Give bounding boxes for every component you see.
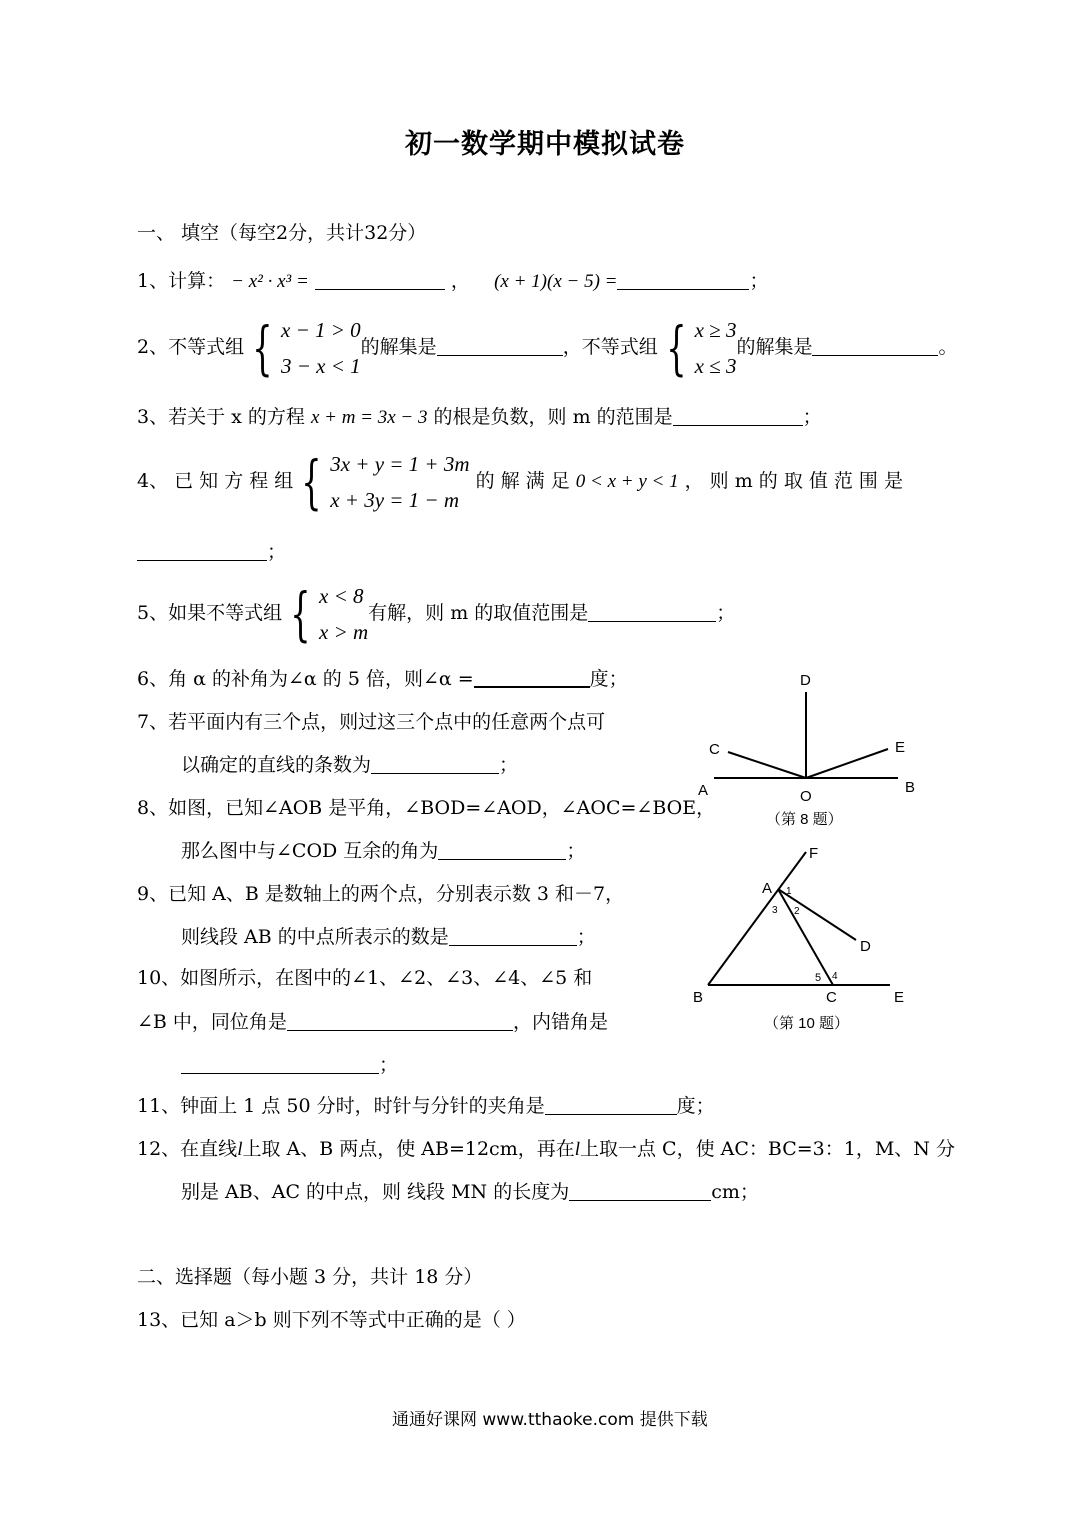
- q12-line-l-2: l: [574, 1139, 580, 1160]
- fig10-label-3: 3: [772, 905, 778, 916]
- footer-credit: 通通好课网 www.tthaoke.com 提供下载: [392, 1410, 708, 1430]
- fig10-line-ac: [778, 889, 833, 985]
- q12-end: cm；: [711, 1181, 759, 1203]
- q12-line-l-1: l: [237, 1139, 243, 1160]
- fig10-label-c: C: [826, 989, 837, 1006]
- question-10-line-3: [181, 1053, 398, 1077]
- fig10-label-5: 5: [815, 972, 822, 984]
- q8-line2: 那么图中与∠COD 互余的角为: [181, 840, 439, 862]
- q5-system-row-1: x < 8: [319, 584, 364, 608]
- q4-system-row-2: x + 3y = 1 − m: [330, 488, 460, 512]
- question-9-line-1: 9、已知 A、B 是数轴上的两个点，分别表示数 3 和－7，: [137, 883, 625, 905]
- q1-answer-blank-2[interactable]: [617, 271, 749, 290]
- fig8-label-d: D: [800, 672, 811, 689]
- q3-prefix: 3、若关于 x 的方程: [137, 406, 305, 428]
- q12-line2: 别是 AB、AC 的中点，则 线段 MN 的长度为: [181, 1181, 570, 1203]
- fig8-label-b: B: [905, 779, 916, 796]
- q5-system: [319, 578, 368, 650]
- q4-mid: 的 解 满 足: [475, 470, 570, 492]
- q5-answer-blank[interactable]: [588, 603, 716, 622]
- q6-end: 度；: [589, 668, 628, 690]
- page-title: 初一数学期中模拟试卷: [405, 129, 685, 160]
- q12-answer-blank[interactable]: [569, 1182, 711, 1201]
- q7-end: ；: [499, 754, 519, 776]
- q1-answer-blank-1[interactable]: [315, 271, 445, 290]
- figure-10: [688, 840, 928, 1040]
- q2-answer-blank-2[interactable]: [812, 337, 938, 356]
- fig8-label-c: C: [709, 741, 720, 758]
- q4-prefix: 4、 已 知 方 程 组: [137, 470, 294, 492]
- question-11: [137, 1094, 715, 1118]
- q8-answer-blank[interactable]: [438, 841, 566, 860]
- fig10-label-b: B: [693, 989, 704, 1006]
- fig10-line-bf: [708, 852, 806, 985]
- q8-end: ；: [566, 840, 586, 862]
- q11-answer-blank[interactable]: [545, 1096, 677, 1115]
- q11-text: 11、钟面上 1 点 50 分时，时针与分针的夹角是: [137, 1095, 545, 1117]
- question-8-line-1: 8、如图，已知∠AOB 是平角，∠BOD=∠AOD，∠AOC=∠BOE，: [137, 797, 716, 819]
- q10-line2a: ∠B 中，同位角是: [137, 1011, 287, 1033]
- fig10-label-f: F: [809, 845, 819, 862]
- q5-suffix: 有解，则 m 的取值范围是: [368, 602, 589, 624]
- fig10-label-d: D: [860, 938, 871, 955]
- q2-brace-1: {: [252, 314, 273, 382]
- q9-end: ；: [576, 926, 596, 948]
- q2-brace-2: {: [666, 314, 687, 382]
- question-12-line-1: [137, 1137, 955, 1162]
- q9-line2: 则线段 AB 的中点所表示的数是: [181, 926, 449, 948]
- q5-brace: {: [290, 580, 311, 648]
- fig8-label-o: O: [800, 788, 812, 805]
- q2-end: 。: [938, 336, 958, 358]
- question-13: 13、已知 a＞b 则下列不等式中正确的是（ ）: [137, 1309, 526, 1331]
- q2-system-1-row-2: 3 − x < 1: [281, 354, 361, 378]
- q2-mid: 的解集是: [360, 336, 437, 358]
- q6-answer-blank[interactable]: [474, 668, 590, 688]
- q2-system-1: [281, 312, 361, 384]
- q4-system-row-1: 3x + y = 1 + 3m: [330, 452, 470, 476]
- q2-comma: ，不等式组: [562, 336, 658, 358]
- q4-end: ；: [267, 541, 287, 563]
- question-6: [137, 667, 628, 691]
- q2-mid2: 的解集是: [736, 336, 813, 358]
- q1-end: ；: [749, 270, 769, 292]
- fig10-label-2: 2: [794, 906, 800, 917]
- question-5: [137, 578, 735, 650]
- q2-system-1-row-1: x − 1 > 0: [281, 318, 361, 342]
- q6-text: 6、角 α 的补角为∠α 的 5 倍，则∠α =: [137, 668, 474, 690]
- q7-line2: 以确定的直线的条数为: [181, 754, 372, 776]
- question-1: [137, 269, 768, 294]
- q5-end: ；: [716, 602, 736, 624]
- q3-end: ；: [802, 406, 822, 428]
- question-10-line-1: 10、如图所示，在图中的∠1、∠2、∠3、∠4、∠5 和: [137, 967, 593, 989]
- question-9-line-2: [181, 925, 596, 949]
- question-4-answer-line: [137, 540, 286, 564]
- fig8-label-e: E: [895, 739, 906, 756]
- q9-answer-blank[interactable]: [449, 927, 577, 946]
- q5-prefix: 5、如果不等式组: [137, 602, 283, 624]
- fig10-caption: （第 10 题）: [764, 1015, 850, 1032]
- q2-system-2-row-1: x ≥ 3: [694, 318, 737, 342]
- q4-expr: 0 < x + y < 1: [575, 471, 679, 492]
- q12-line1a: 12、在直线: [137, 1138, 238, 1160]
- question-7-line-2: [181, 753, 518, 777]
- q7-answer-blank[interactable]: [371, 755, 499, 774]
- fig10-label-1: 1: [786, 886, 792, 897]
- q1-expr1: − x² · x³ =: [231, 271, 309, 292]
- q2-answer-blank-1[interactable]: [437, 337, 563, 356]
- fig10-label-a: A: [762, 880, 773, 897]
- figure-8: [690, 668, 930, 834]
- question-2: [137, 312, 958, 384]
- q4-suffix: ， 则 m 的 取 值 范 围 是: [684, 470, 903, 492]
- fig8-ray-oc: [728, 752, 806, 778]
- q1-prefix: 1、计算：: [137, 270, 226, 292]
- question-4: [137, 446, 903, 518]
- q10-end: ；: [379, 1054, 399, 1076]
- q10-answer-blank-alternate[interactable]: [181, 1055, 379, 1074]
- fig8-caption: （第 8 题）: [766, 811, 843, 828]
- q2-prefix: 2、不等式组: [137, 336, 245, 358]
- question-3: [137, 405, 822, 430]
- fig8-ray-oe: [806, 749, 888, 778]
- question-10-line-2: [137, 1010, 608, 1034]
- fig8-label-a: A: [698, 782, 709, 799]
- q3-suffix: 的根是负数，则 m 的范围是: [433, 406, 673, 428]
- q5-system-row-2: x > m: [319, 620, 369, 644]
- q1-separator: ，: [450, 270, 470, 292]
- q1-expr2: (x + 1)(x − 5) =: [494, 271, 618, 292]
- section-heading-fill-in: 一、 填空（每空2分，共计32分）: [137, 222, 427, 244]
- q4-answer-blank[interactable]: [137, 542, 267, 561]
- section-heading-multiple-choice: 二、选择题（每小题 3 分，共计 18 分）: [137, 1266, 483, 1288]
- question-7-line-1: 7、若平面内有三个点，则过这三个点中的任意两个点可: [137, 711, 606, 733]
- q12-line1c: 上取一点 C，使 AC：BC=3：1，M、N 分: [580, 1138, 955, 1160]
- fig10-label-4: 4: [832, 971, 838, 982]
- q3-expr: x + m = 3x − 3: [310, 407, 428, 428]
- fig10-label-e: E: [894, 989, 905, 1006]
- q2-system-2-row-2: x ≤ 3: [694, 354, 737, 378]
- q4-system: [330, 446, 469, 518]
- q2-system-2: [695, 312, 737, 384]
- q10-line2b: ，内错角是: [512, 1011, 608, 1033]
- q11-end: 度；: [676, 1095, 715, 1117]
- q12-line1b: 上取 A、B 两点，使 AB=12cm，再在: [242, 1138, 575, 1160]
- question-12-line-2: [181, 1180, 759, 1204]
- q4-brace: {: [301, 448, 322, 516]
- q10-answer-blank-corresponding[interactable]: [287, 1012, 513, 1031]
- q3-answer-blank[interactable]: [673, 407, 803, 426]
- question-8-line-2: [181, 839, 585, 863]
